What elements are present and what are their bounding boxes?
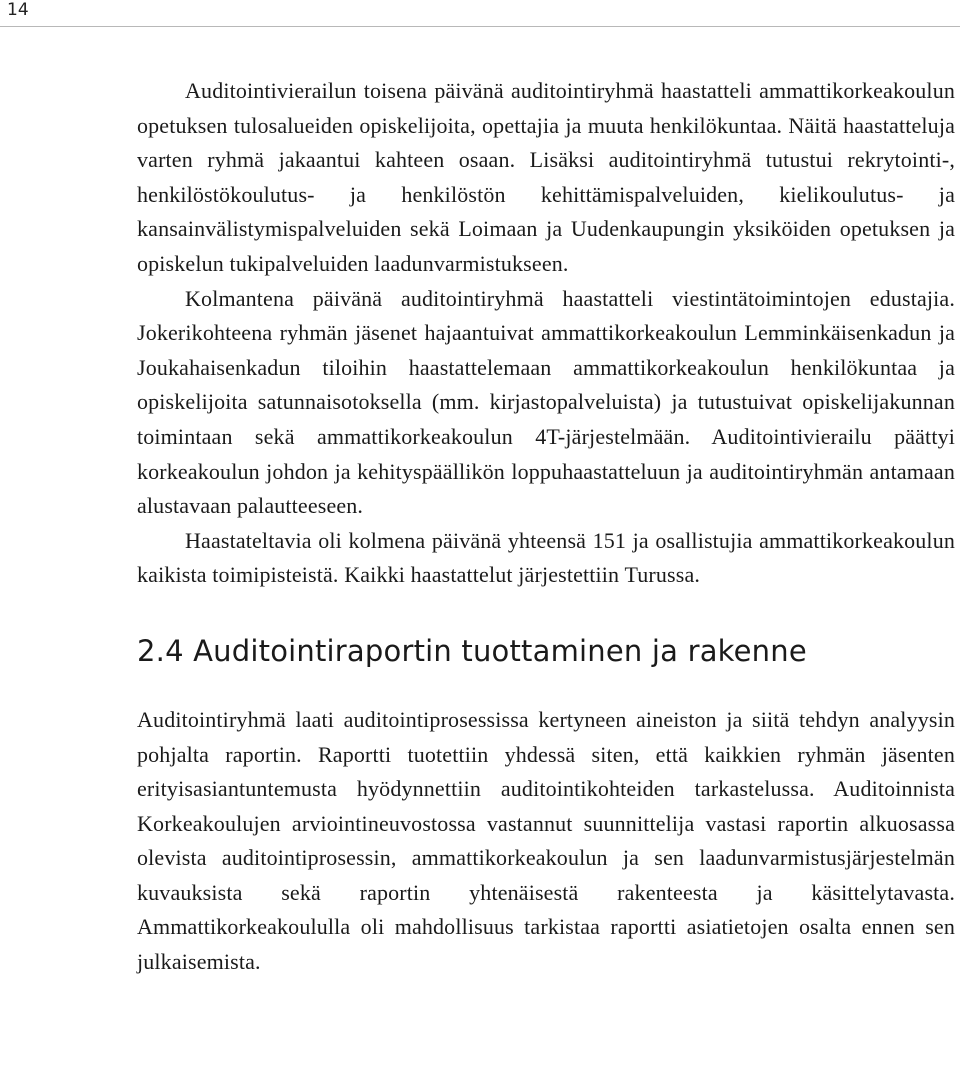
- header-rule: [0, 26, 960, 27]
- page-content: [137, 74, 955, 980]
- section-paragraph: Auditointiryhmä laati auditointiprosessissa kertyneen aineiston ja siitä tehdyn analyysin pohjalta raportin. Raportti tuotettiin yhdessä siten, että kaikkien ryhmän jäsenten erityisasiantuntemusta hyödynnettiin auditointikohteiden tarkastelussa. Auditoinnista Korkeakoulujen arviointineuvostossa vastannut suunnittelija vastasi raportin alkuosassa olevista auditointiprosessin, ammattikorkeakoulun ja sen laadunvarmistusjärjestelmän kuvauksista sekä raportin yhtenäisestä rakenteesta ja käsittelytavasta. Ammattikorkeakoululla oli mahdollisuus tarkistaa raportti asiatietojen osalta ennen sen julkaisemista.: [137, 706, 955, 975]
- body-paragraph-1: Auditointivierailun toisena päivänä auditointiryhmä haastatteli ammattikorkeakoulun opetuksen tulosalueiden opiskelijoita, opettajia ja muuta henkilökuntaa. Näitä haastatteluja varten ryhmä jakaantui kahteen osaan. Lisäksi auditointiryhmä tutustui rekrytointi-, henkilöstökoulutus- ja henkilöstön kehittämispalveluiden, kielikoulutus- ja kansainvälistymispalveluiden sekä Loimaan ja Uudenkaupungin yksiköiden opetuksen ja opiskelun tukipalveluiden laadunvarmistukseen.: [137, 78, 955, 276]
- section-heading: 2.4 Auditointiraportin tuottaminen ja rakenne: [137, 633, 807, 668]
- body-paragraph-3: Haastateltavia oli kolmena päivänä yhteensä 151 ja osallistujia ammattikorkeakoulun kaikista toimipisteistä. Kaikki haastattelut järjestettiin Turussa.: [137, 527, 955, 588]
- page-number: 14: [7, 0, 29, 20]
- body-paragraph-2: Kolmantena päivänä auditointiryhmä haastatteli viestintätoimintojen edustajia. Jokerikohteena ryhmän jäsenet hajaantuivat ammattikorkeakoulun Lemminkäisenkadun ja Joukahaisenkadun tiloihin haastattelemaan ammattikorkeakoulun henkilökuntaa ja opiskelijoita satunnaisotoksella (mm. kirjastopalveluista) ja tutustuivat opiskelijakunnan toimintaan sekä ammattikorkeakoulun 4T-järjestelmään. Auditointivierailu päättyi korkeakoulun johdon ja kehityspäällikön loppuhaastatteluun ja auditointiryhmän antamaan alustavaan palautteeseen.: [137, 285, 955, 519]
